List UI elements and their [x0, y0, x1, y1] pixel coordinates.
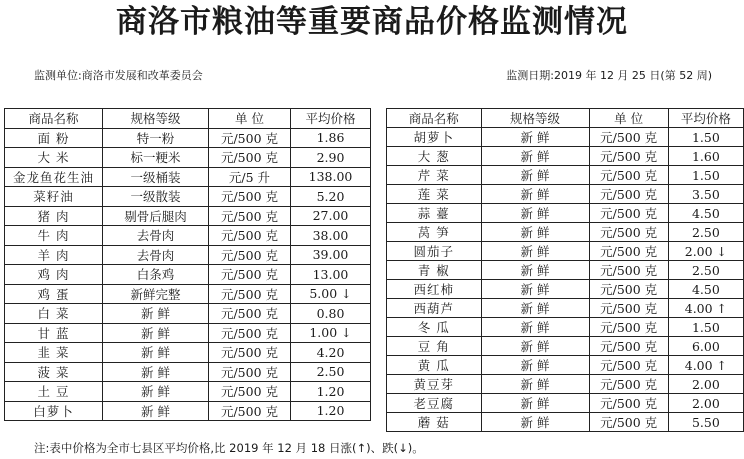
cell-avg-price: 4.50: [668, 280, 743, 299]
cell-unit: 元/500 克: [589, 128, 668, 147]
table-row: [387, 261, 744, 280]
cell-avg-price: 2.50: [291, 362, 371, 382]
cell-unit: 元/500 克: [209, 187, 291, 207]
cell-avg-price: 1.50: [668, 318, 743, 337]
cell-unit: 元/500 克: [209, 382, 291, 402]
cell-unit: 元/500 克: [589, 375, 668, 394]
table-body: [387, 128, 744, 432]
cell-product-name: 白 菜: [5, 304, 103, 324]
monitor-date: 监测日期:2019 年 12 月 25 日(第 52 周): [506, 69, 712, 82]
cell-avg-price: 13.00: [291, 265, 371, 285]
table-row: [387, 299, 744, 318]
cell-avg-price: 0.80: [291, 304, 371, 324]
cell-unit: 元/500 克: [589, 185, 668, 204]
header-unit: 单 位: [209, 109, 291, 129]
cell-spec-grade: 新 鲜: [481, 223, 589, 242]
cell-product-name: 黄豆芽: [387, 375, 482, 394]
table-body: [5, 128, 371, 421]
cell-avg-price: 4.00 ↑: [668, 356, 743, 375]
table-row: [387, 185, 744, 204]
header-product-name: 商品名称: [5, 109, 103, 129]
cell-spec-grade: 去骨肉: [103, 245, 209, 265]
cell-avg-price: 27.00: [291, 206, 371, 226]
cell-spec-grade: 新 鲜: [481, 394, 589, 413]
price-table-left: [4, 108, 371, 421]
cell-unit: 元/5 升: [209, 167, 291, 187]
cell-product-name: 韭 菜: [5, 343, 103, 363]
cell-spec-grade: 白条鸡: [103, 265, 209, 285]
table-header-row: [387, 109, 744, 128]
table-header-row: [5, 109, 371, 129]
header-spec-grade: 规格等级: [103, 109, 209, 129]
cell-unit: 元/500 克: [209, 226, 291, 246]
cell-spec-grade: 新 鲜: [103, 343, 209, 363]
cell-unit: 元/500 克: [209, 284, 291, 304]
cell-avg-price: 2.90: [291, 148, 371, 168]
table-row: [5, 245, 371, 265]
cell-avg-price: 2.00: [668, 375, 743, 394]
cell-avg-price: 39.00: [291, 245, 371, 265]
table-row: [387, 356, 744, 375]
cell-avg-price: 1.60: [668, 147, 743, 166]
cell-product-name: 大 米: [5, 148, 103, 168]
header-product-name: 商品名称: [387, 109, 482, 128]
table-row: [5, 343, 371, 363]
table-row: [5, 148, 371, 168]
cell-spec-grade: 特一粉: [103, 128, 209, 148]
price-table-right: [386, 108, 744, 432]
cell-product-name: 菠 菜: [5, 362, 103, 382]
table-row: [387, 166, 744, 185]
table-row: [387, 280, 744, 299]
cell-spec-grade: 去骨肉: [103, 226, 209, 246]
table-row: [5, 362, 371, 382]
table-row: [5, 401, 371, 421]
table-row: [5, 265, 371, 285]
cell-product-name: 圆茄子: [387, 242, 482, 261]
cell-avg-price: 4.50: [668, 204, 743, 223]
cell-spec-grade: 一级桶装: [103, 167, 209, 187]
cell-spec-grade: 新 鲜: [481, 185, 589, 204]
cell-spec-grade: 新 鲜: [481, 299, 589, 318]
table-row: [387, 413, 744, 432]
cell-unit: 元/500 克: [589, 147, 668, 166]
cell-spec-grade: 新 鲜: [481, 147, 589, 166]
cell-unit: 元/500 克: [209, 206, 291, 226]
cell-product-name: 青 椒: [387, 261, 482, 280]
cell-product-name: 白萝卜: [5, 401, 103, 421]
cell-product-name: 黄 瓜: [387, 356, 482, 375]
cell-spec-grade: 新鲜完整: [103, 284, 209, 304]
cell-avg-price: 6.00: [668, 337, 743, 356]
footnote: 注:表中价格为全市七县区平均价格,比 2019 年 12 月 18 日涨(↑)、跌(↓)。: [34, 441, 424, 455]
header-avg-price: 平均价格: [291, 109, 371, 129]
header-spec-grade: 规格等级: [481, 109, 589, 128]
cell-unit: 元/500 克: [589, 223, 668, 242]
table-row: [5, 284, 371, 304]
table-row: [5, 187, 371, 207]
cell-product-name: 甘 蓝: [5, 323, 103, 343]
monitor-unit: 监测单位:商洛市发展和改革委员会: [34, 69, 203, 82]
cell-avg-price: 4.00 ↑: [668, 299, 743, 318]
cell-avg-price: 2.00: [668, 394, 743, 413]
cell-spec-grade: 新 鲜: [481, 280, 589, 299]
cell-spec-grade: 新 鲜: [481, 337, 589, 356]
table-row: [387, 128, 744, 147]
cell-product-name: 面 粉: [5, 128, 103, 148]
cell-avg-price: 1.20: [291, 382, 371, 402]
cell-product-name: 鸡 肉: [5, 265, 103, 285]
cell-spec-grade: 新 鲜: [103, 382, 209, 402]
cell-product-name: 冬 瓜: [387, 318, 482, 337]
cell-unit: 元/500 克: [589, 261, 668, 280]
table-row: [387, 147, 744, 166]
cell-product-name: 菜籽油: [5, 187, 103, 207]
cell-unit: 元/500 克: [589, 318, 668, 337]
cell-spec-grade: 新 鲜: [103, 401, 209, 421]
cell-unit: 元/500 克: [209, 245, 291, 265]
table-row: [387, 318, 744, 337]
cell-unit: 元/500 克: [209, 304, 291, 324]
cell-product-name: 羊 肉: [5, 245, 103, 265]
table-row: [5, 382, 371, 402]
page-title: 商洛市粮油等重要商品价格监测情况: [116, 4, 628, 40]
cell-avg-price: 138.00: [291, 167, 371, 187]
cell-unit: 元/500 克: [209, 265, 291, 285]
table-row: [5, 206, 371, 226]
cell-unit: 元/500 克: [209, 128, 291, 148]
table-row: [5, 226, 371, 246]
table-row: [5, 323, 371, 343]
cell-product-name: 蒜 薹: [387, 204, 482, 223]
cell-avg-price: 2.00 ↓: [668, 242, 743, 261]
table-row: [5, 167, 371, 187]
cell-avg-price: 5.20: [291, 187, 371, 207]
cell-spec-grade: 新 鲜: [481, 318, 589, 337]
cell-unit: 元/500 克: [589, 242, 668, 261]
cell-unit: 元/500 克: [589, 356, 668, 375]
cell-product-name: 金龙鱼花生油: [5, 167, 103, 187]
cell-spec-grade: 新 鲜: [103, 304, 209, 324]
cell-unit: 元/500 克: [589, 299, 668, 318]
cell-product-name: 猪 肉: [5, 206, 103, 226]
cell-spec-grade: 新 鲜: [481, 204, 589, 223]
cell-avg-price: 3.50: [668, 185, 743, 204]
cell-unit: 元/500 克: [209, 323, 291, 343]
cell-avg-price: 5.00 ↓: [291, 284, 371, 304]
cell-avg-price: 1.50: [668, 166, 743, 185]
cell-unit: 元/500 克: [589, 204, 668, 223]
cell-product-name: 豆 角: [387, 337, 482, 356]
cell-avg-price: 1.20: [291, 401, 371, 421]
cell-spec-grade: 剔骨后腿肉: [103, 206, 209, 226]
cell-product-name: 土 豆: [5, 382, 103, 402]
table-row: [387, 204, 744, 223]
table-row: [387, 223, 744, 242]
cell-spec-grade: 新 鲜: [481, 356, 589, 375]
cell-unit: 元/500 克: [589, 413, 668, 432]
cell-spec-grade: 新 鲜: [481, 128, 589, 147]
cell-unit: 元/500 克: [589, 166, 668, 185]
cell-product-name: 老豆腐: [387, 394, 482, 413]
cell-spec-grade: 标一粳米: [103, 148, 209, 168]
cell-product-name: 芹 菜: [387, 166, 482, 185]
cell-avg-price: 1.86: [291, 128, 371, 148]
cell-spec-grade: 新 鲜: [481, 261, 589, 280]
cell-product-name: 牛 肉: [5, 226, 103, 246]
cell-avg-price: 2.50: [668, 261, 743, 280]
cell-product-name: 西葫芦: [387, 299, 482, 318]
cell-spec-grade: 新 鲜: [103, 362, 209, 382]
cell-spec-grade: 一级散装: [103, 187, 209, 207]
table-row: [387, 242, 744, 261]
cell-unit: 元/500 克: [209, 148, 291, 168]
cell-product-name: 胡萝卜: [387, 128, 482, 147]
cell-unit: 元/500 克: [589, 394, 668, 413]
cell-product-name: 大 葱: [387, 147, 482, 166]
cell-unit: 元/500 克: [589, 337, 668, 356]
cell-unit: 元/500 克: [209, 401, 291, 421]
cell-avg-price: 5.50: [668, 413, 743, 432]
cell-product-name: 西红柿: [387, 280, 482, 299]
cell-avg-price: 4.20: [291, 343, 371, 363]
cell-product-name: 莲 菜: [387, 185, 482, 204]
cell-product-name: 莴 笋: [387, 223, 482, 242]
cell-spec-grade: 新 鲜: [481, 375, 589, 394]
cell-spec-grade: 新 鲜: [103, 323, 209, 343]
cell-unit: 元/500 克: [209, 362, 291, 382]
cell-unit: 元/500 克: [209, 343, 291, 363]
cell-product-name: 蘑 菇: [387, 413, 482, 432]
table-row: [387, 394, 744, 413]
table-row: [387, 375, 744, 394]
cell-spec-grade: 新 鲜: [481, 242, 589, 261]
table-row: [5, 128, 371, 148]
table-row: [5, 304, 371, 324]
cell-avg-price: 1.00 ↓: [291, 323, 371, 343]
table-row: [387, 337, 744, 356]
cell-spec-grade: 新 鲜: [481, 166, 589, 185]
cell-avg-price: 38.00: [291, 226, 371, 246]
cell-product-name: 鸡 蛋: [5, 284, 103, 304]
cell-unit: 元/500 克: [589, 280, 668, 299]
cell-spec-grade: 新 鲜: [481, 413, 589, 432]
header-unit: 单 位: [589, 109, 668, 128]
cell-avg-price: 2.50: [668, 223, 743, 242]
cell-avg-price: 1.50: [668, 128, 743, 147]
header-avg-price: 平均价格: [668, 109, 743, 128]
